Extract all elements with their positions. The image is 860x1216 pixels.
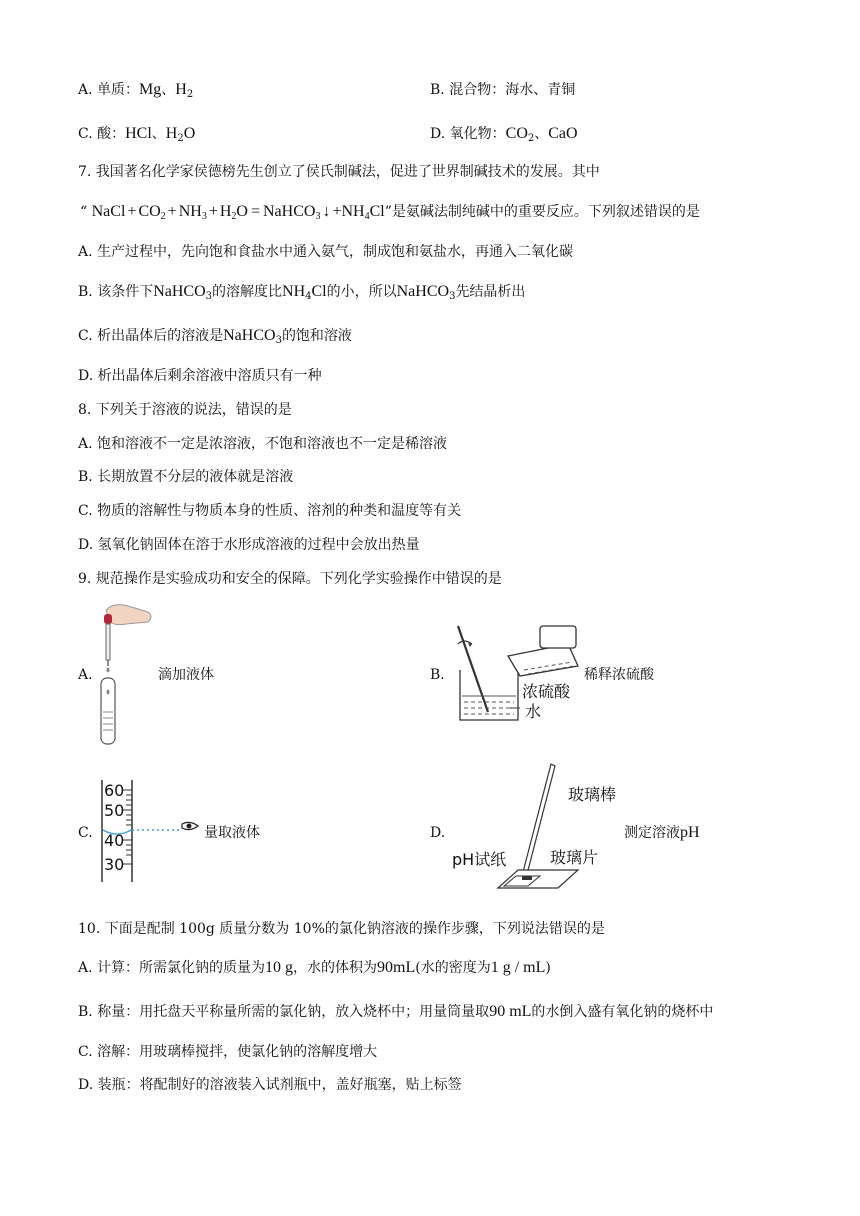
- q6-c-prefix: C. 酸：: [78, 126, 126, 142]
- q8-option-c: C. 物质的溶解性与物质本身的性质、溶剂的种类和温度等有关: [78, 503, 462, 519]
- label-glass-rod: 玻璃棒: [568, 785, 617, 804]
- q9-c-caption: 量取液体: [204, 825, 260, 841]
- q8-option-a: A. 饱和溶液不一定是浓溶液，不饱和溶液也不一定是稀溶液: [78, 436, 448, 452]
- q10-option-b: B. 称量：用托盘天平称量所需的氯化钠，放入烧杯中；用量筒量取90 mL的水倒入盛有氧化钠的烧杯中: [78, 1003, 714, 1020]
- q9-c-letter: C.: [78, 825, 93, 841]
- formula-cao: CaO: [548, 125, 578, 142]
- q7-option-a: A. 生产过程中，先向饱和食盐水中通入氨气，制成饱和氨盐水，再通入二氧化碳: [78, 244, 574, 260]
- q8-option-b: B. 长期放置不分层的液体就是溶液: [78, 469, 294, 485]
- q7-stem: 7. 我国著名化学家侯德榜先生创立了侯氏制碱法，促进了世界制碱技术的发展。其中: [78, 164, 600, 180]
- equation: NaCl + $CO_2 + NH_3 + H_2O$ = NaHCO$_3$ ↓ $+NH_4Cl$: [91, 203, 385, 222]
- q6-option-c: [78, 124, 195, 144]
- q7-stem-end: ”是氨碱法制纯碱中的重要反应。下列叙述错误的是: [384, 204, 700, 220]
- separator: 、: [161, 82, 176, 98]
- q9-b-letter: B.: [430, 667, 445, 683]
- label-glass-plate: 玻璃片: [550, 848, 599, 867]
- ph-test-figure: [476, 760, 599, 896]
- dilution-figure: [450, 620, 585, 725]
- q6-a-prefix: A. 单质：: [78, 82, 140, 98]
- q6-d-prefix: D. 氧化物：: [430, 126, 506, 142]
- formula-h: H: [165, 125, 178, 142]
- q9-stem: 9. 规范操作是实验成功和安全的保障。下列化学实验操作中错误的是: [78, 571, 502, 587]
- q9-a-caption: 滴加液体: [158, 667, 214, 683]
- formula-mg: Mg: [139, 81, 162, 98]
- separator: 、: [534, 126, 549, 142]
- q9-d-letter: D.: [430, 825, 446, 841]
- q6-option-a: [78, 80, 193, 100]
- cylinder-tick-40: 40: [104, 831, 125, 850]
- q9-b-caption: 稀释浓硫酸: [584, 667, 654, 683]
- q9-d-caption: 测定溶液pH: [624, 824, 700, 841]
- subscript: 2: [177, 133, 184, 144]
- subscript: 2: [186, 89, 194, 100]
- q8-stem: 8. 下列关于溶液的说法，错误的是: [78, 402, 292, 418]
- subscript: 2: [527, 133, 535, 144]
- cylinder-tick-30: 30: [104, 855, 125, 874]
- separator: 、: [151, 126, 166, 142]
- q10-option-c: C. 溶解：用玻璃棒搅拌，使氯化钠的溶解度增大: [78, 1044, 378, 1060]
- formula-hcl: HCl: [125, 125, 152, 142]
- q7-equation-line: [80, 202, 700, 222]
- q7-option-c: C. 析出晶体后的溶液是NaHCO$_3$的饱和溶液: [78, 327, 352, 346]
- q10-option-d: D. 装瓶：将配制好的溶液装入试剂瓶中，盖好瓶塞，贴上标签: [78, 1077, 462, 1093]
- formula-co: CO: [505, 125, 528, 142]
- label-water: 水: [525, 702, 542, 721]
- q9-a-letter: A.: [78, 667, 93, 683]
- label-ph-paper: pH试纸: [452, 850, 507, 869]
- q10-option-a: A. 计算：所需氯化钠的质量为10 g，水的体积为90mL(水的密度为1 g / mL): [78, 959, 551, 976]
- cylinder-tick-60: 60: [104, 781, 125, 800]
- quote-open: “: [80, 204, 88, 220]
- q6-option-b: B. 混合物：海水、青铜: [430, 82, 576, 98]
- label-concentrated-acid: 浓硫酸: [522, 682, 571, 701]
- q7-option-d: D. 析出晶体后剩余溶液中溶质只有一种: [78, 368, 322, 384]
- formula-o: O: [183, 125, 196, 142]
- q10-stem: 10. 下面是配制 100g 质量分数为 10%的氯化钠溶液的操作步骤，下列说法错误的是: [78, 921, 605, 937]
- q8-option-d: D. 氢氧化钠固体在溶于水形成溶液的过程中会放出热量: [78, 537, 420, 553]
- formula-h: H: [175, 81, 187, 98]
- dropper-figure: [96, 600, 156, 750]
- cylinder-tick-50: 50: [104, 801, 125, 820]
- q7-option-b: B. 该条件下NaHCO$_3$的溶解度比$NH_4Cl$的小，所以NaHCO$_3$先结晶析出: [78, 283, 526, 302]
- q6-option-d: [430, 124, 578, 144]
